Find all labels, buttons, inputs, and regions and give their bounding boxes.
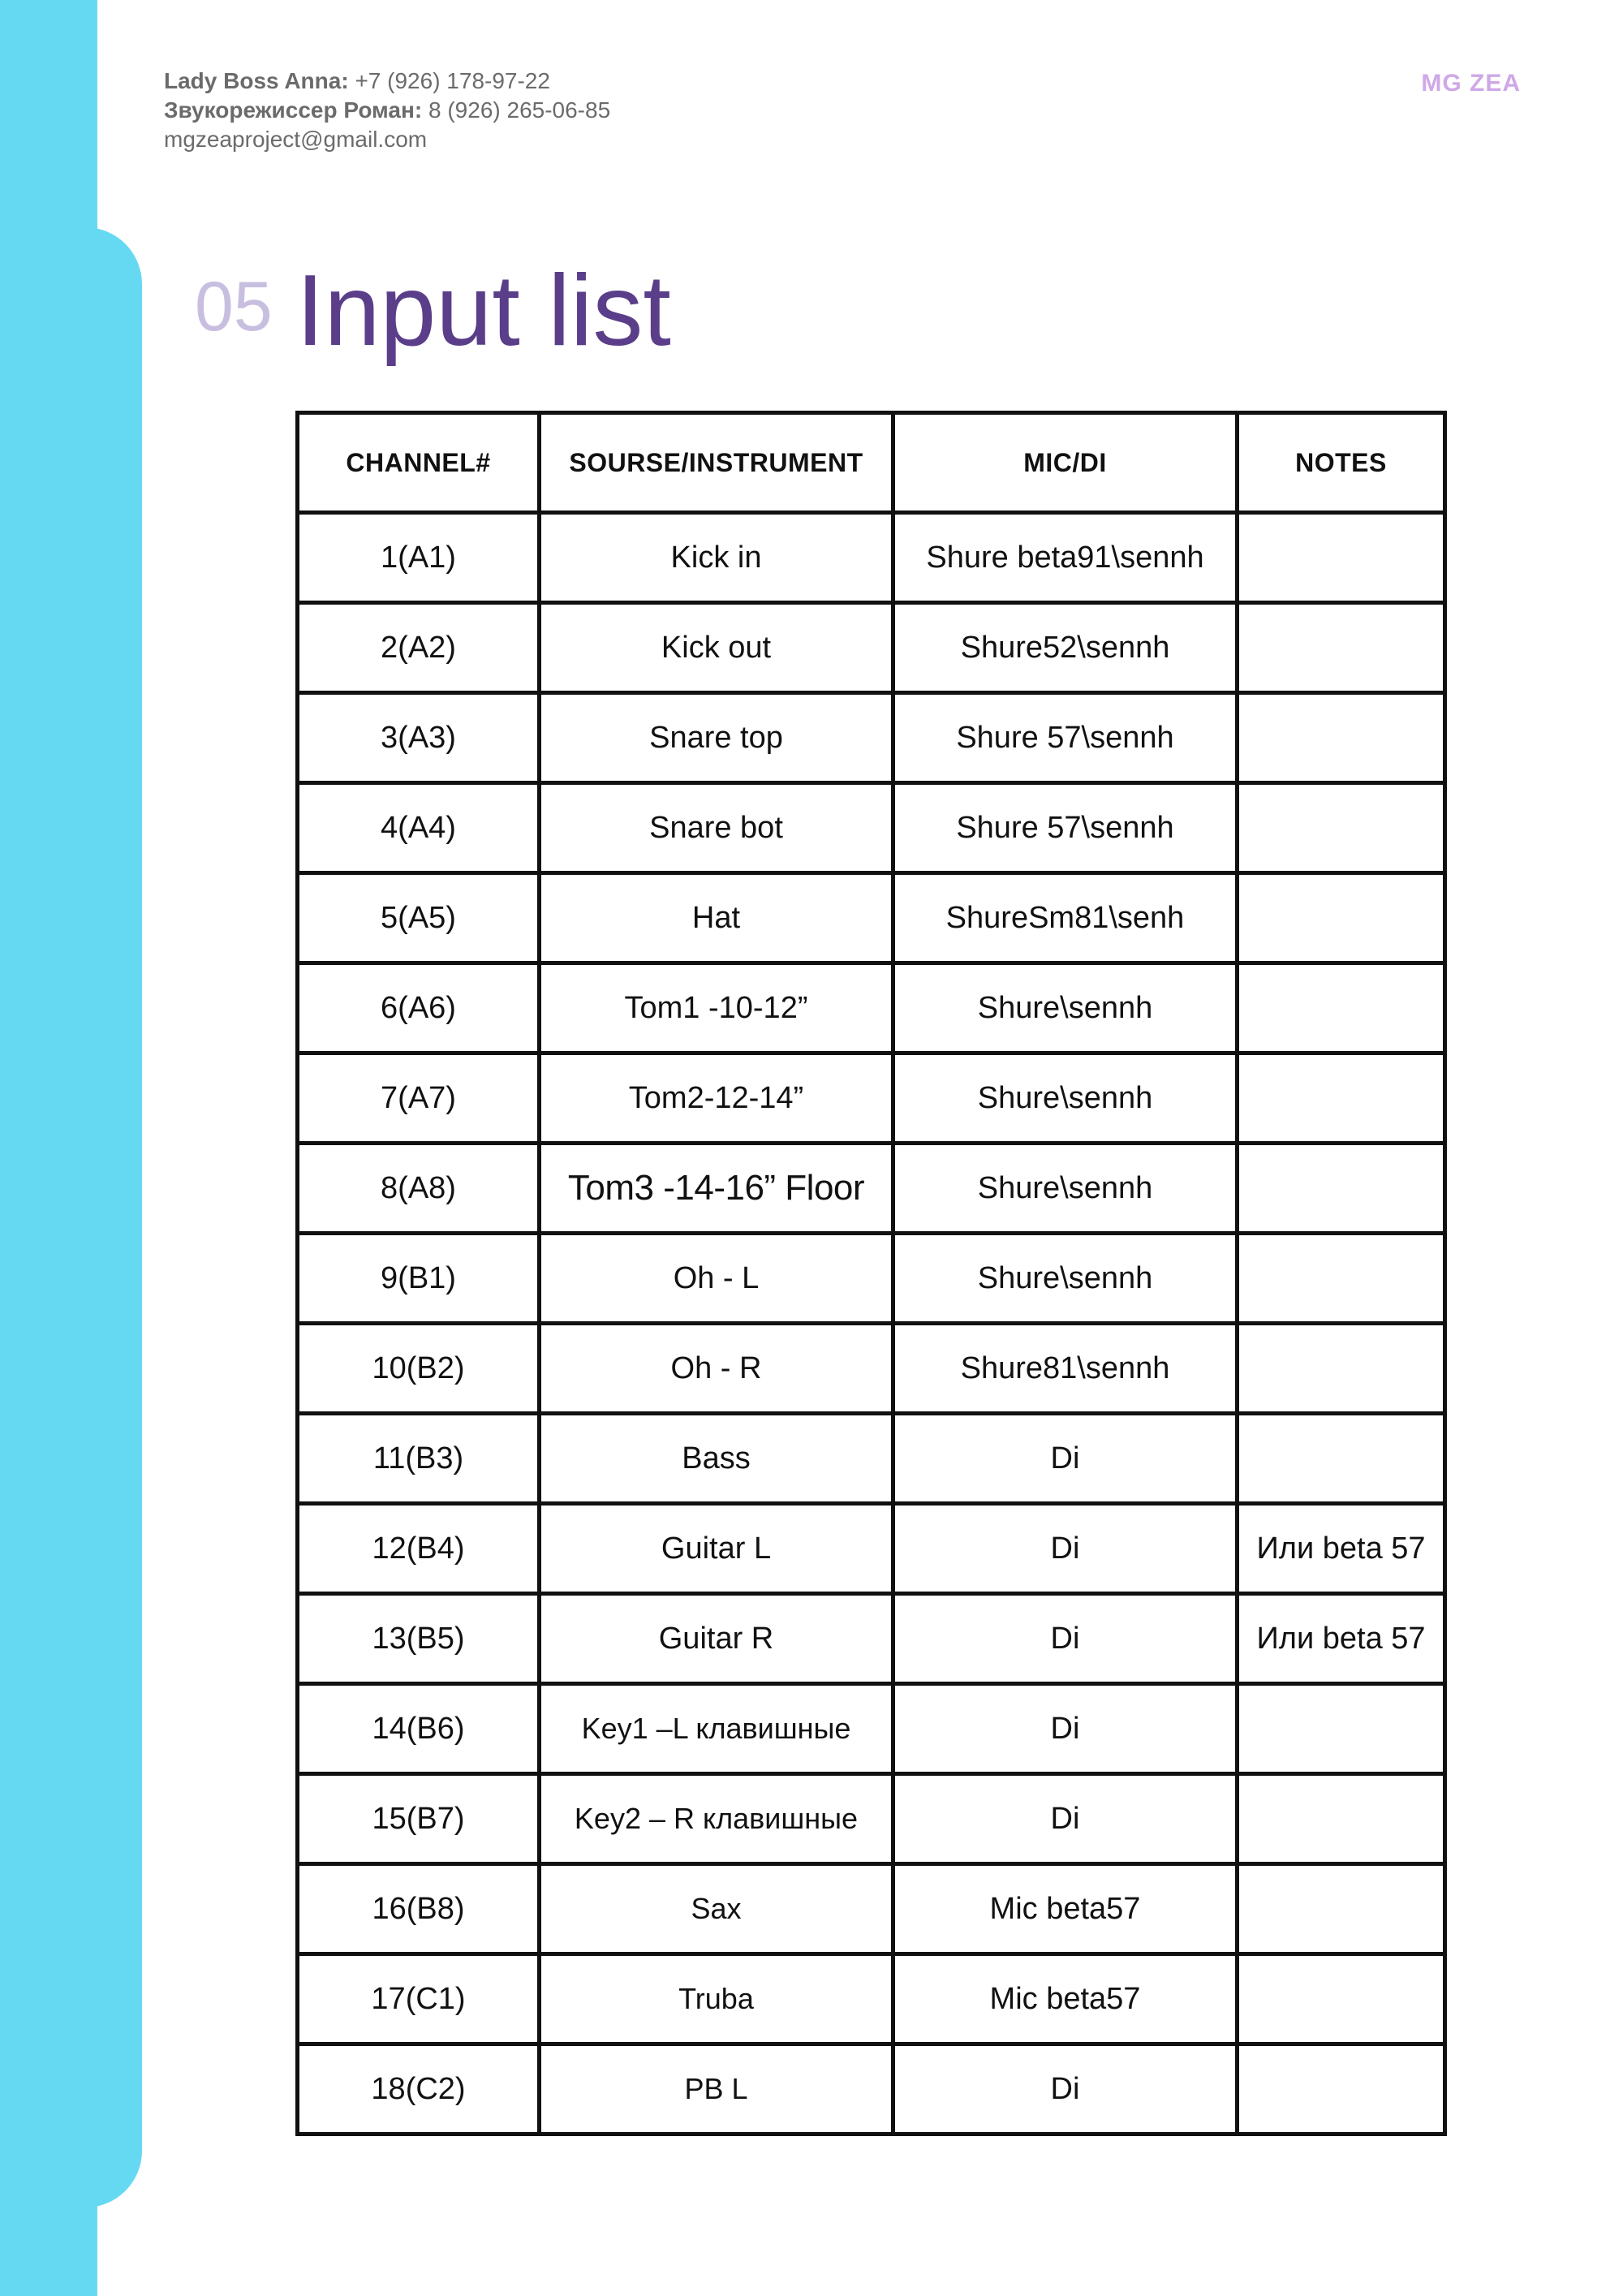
cell-source: Snare bot	[540, 783, 893, 873]
table-row	[298, 1414, 1445, 1504]
table-row	[298, 963, 1445, 1053]
table-row	[298, 2044, 1445, 2134]
cell-channel: 13(B5)	[298, 1594, 540, 1684]
cell-channel: 5(A5)	[298, 873, 540, 963]
cell-channel: 4(A4)	[298, 783, 540, 873]
header-source: SOURSE/INSTRUMENT	[540, 413, 893, 513]
contact-line-roman	[164, 96, 610, 125]
cell-mic: ShureSm81\senh	[893, 873, 1238, 963]
cell-channel: 14(B6)	[298, 1684, 540, 1774]
cell-source: Key2 – R клавишные	[540, 1774, 893, 1864]
contact-label: Lady Boss Anna:	[164, 68, 349, 93]
contact-line-anna	[164, 67, 610, 96]
cell-channel: 11(B3)	[298, 1414, 540, 1504]
cell-source: Guitar R	[540, 1594, 893, 1684]
cell-notes	[1238, 513, 1445, 603]
cell-channel: 18(C2)	[298, 2044, 540, 2134]
cell-source: Sax	[540, 1864, 893, 1954]
cell-mic: Di	[893, 1684, 1238, 1774]
cell-source: Oh - L	[540, 1234, 893, 1324]
cell-source: Kick out	[540, 603, 893, 693]
cell-source: Tom1 -10-12”	[540, 963, 893, 1053]
cell-mic: Di	[893, 1504, 1238, 1594]
contact-phone: 8 (926) 265-06-85	[428, 97, 611, 123]
cell-notes: Или beta 57	[1238, 1504, 1445, 1594]
table-row	[298, 603, 1445, 693]
header-channel: CHANNEL#	[298, 413, 540, 513]
cell-mic: Shure 57\sennh	[893, 693, 1238, 783]
cell-channel: 17(C1)	[298, 1954, 540, 2044]
table-row	[298, 1144, 1445, 1234]
cell-mic: Shure 57\sennh	[893, 783, 1238, 873]
table-row	[298, 873, 1445, 963]
cell-mic: Shure81\sennh	[893, 1324, 1238, 1414]
cell-channel: 2(A2)	[298, 603, 540, 693]
cell-mic: Di	[893, 1774, 1238, 1864]
table-row	[298, 1774, 1445, 1864]
cell-channel: 6(A6)	[298, 963, 540, 1053]
cell-mic: Shure\sennh	[893, 1053, 1238, 1144]
cell-notes	[1238, 603, 1445, 693]
contact-label: Звукорежиссер Роман:	[164, 97, 423, 123]
cell-source: Key1 –L клавишные	[540, 1684, 893, 1774]
side-tab-decoration	[0, 227, 142, 2208]
cell-notes	[1238, 1414, 1445, 1504]
cell-channel: 8(A8)	[298, 1144, 540, 1234]
cell-source: PB L	[540, 2044, 893, 2134]
header-mic: MIC/DI	[893, 413, 1238, 513]
cell-mic: Mic beta57	[893, 1864, 1238, 1954]
cell-channel: 12(B4)	[298, 1504, 540, 1594]
cell-mic: Di	[893, 1594, 1238, 1684]
cell-mic: Di	[893, 1414, 1238, 1504]
cell-notes	[1238, 1234, 1445, 1324]
table-row	[298, 1594, 1445, 1684]
cell-channel: 15(B7)	[298, 1774, 540, 1864]
contact-email: mgzeaproject@gmail.com	[164, 127, 428, 152]
table-row	[298, 1864, 1445, 1954]
cell-source: Kick in	[540, 513, 893, 603]
cell-notes	[1238, 1954, 1445, 2044]
table-row	[298, 1234, 1445, 1324]
table-row	[298, 513, 1445, 603]
table-row	[298, 1324, 1445, 1414]
cell-channel: 10(B2)	[298, 1324, 540, 1414]
cell-source: Tom3 -14-16” Floor	[540, 1144, 893, 1234]
cell-mic: Shure beta91\sennh	[893, 513, 1238, 603]
table-row	[298, 1504, 1445, 1594]
contact-block	[164, 67, 610, 154]
cell-notes	[1238, 693, 1445, 783]
table-row	[298, 1954, 1445, 2044]
cell-notes	[1238, 1684, 1445, 1774]
contact-phone: +7 (926) 178-97-22	[355, 68, 550, 93]
cell-channel: 9(B1)	[298, 1234, 540, 1324]
cell-mic: Shure52\sennh	[893, 603, 1238, 693]
cell-channel: 7(A7)	[298, 1053, 540, 1144]
cell-source: Guitar L	[540, 1504, 893, 1594]
cell-source: Truba	[540, 1954, 893, 2044]
page-title: Input list	[296, 255, 671, 367]
table-row	[298, 783, 1445, 873]
cell-notes	[1238, 873, 1445, 963]
cell-notes	[1238, 1774, 1445, 1864]
cell-mic: Shure\sennh	[893, 963, 1238, 1053]
cell-notes	[1238, 2044, 1445, 2134]
cell-notes	[1238, 1324, 1445, 1414]
section-number: 05	[195, 268, 273, 346]
cell-mic: Mic beta57	[893, 1954, 1238, 2044]
cell-notes	[1238, 1053, 1445, 1144]
table-row	[298, 1684, 1445, 1774]
cell-notes	[1238, 1864, 1445, 1954]
header-notes: NOTES	[1238, 413, 1445, 513]
cell-notes	[1238, 783, 1445, 873]
cell-channel: 1(A1)	[298, 513, 540, 603]
cell-channel: 3(A3)	[298, 693, 540, 783]
table-row	[298, 693, 1445, 783]
cell-source: Bass	[540, 1414, 893, 1504]
cell-mic: Shure\sennh	[893, 1234, 1238, 1324]
cell-source: Hat	[540, 873, 893, 963]
cell-source: Tom2-12-14”	[540, 1053, 893, 1144]
cell-channel: 16(B8)	[298, 1864, 540, 1954]
cell-notes	[1238, 963, 1445, 1053]
cell-source: Snare top	[540, 693, 893, 783]
cell-mic: Shure\sennh	[893, 1144, 1238, 1234]
cell-source: Oh - R	[540, 1324, 893, 1414]
table-header-row	[298, 413, 1445, 513]
cell-notes: Или beta 57	[1238, 1594, 1445, 1684]
input-list-table	[295, 411, 1447, 2136]
table-row	[298, 1053, 1445, 1144]
brand-logo: MG ZEA	[1421, 70, 1521, 97]
cell-mic: Di	[893, 2044, 1238, 2134]
cell-notes	[1238, 1144, 1445, 1234]
